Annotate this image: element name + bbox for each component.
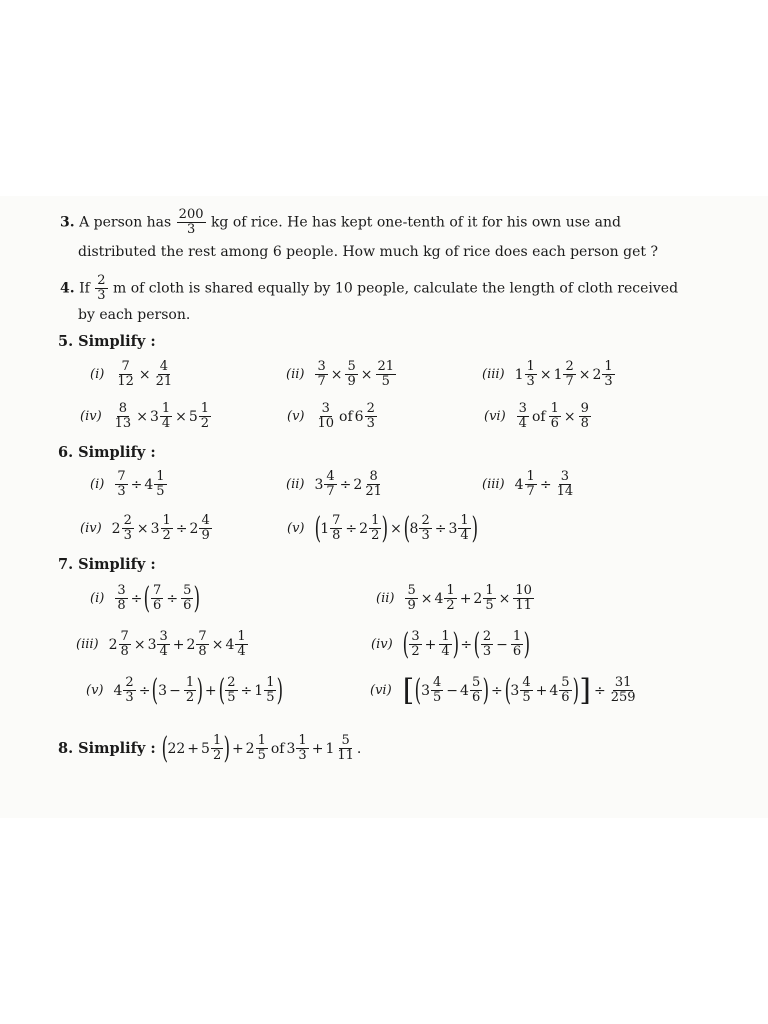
question-5-heading: 5. Simplify : [58,333,156,350]
question-3-fraction: $\frac{200}{3}$ [178,207,204,237]
q5-item-iii: (iii) 1 $\frac{1}{3}$ × 1 $\frac{2}{7}$ × 2 $\frac{1}{3}$ [482,359,613,389]
question-3-text-a: A person has [79,214,172,231]
q7-item-i: (i) $\frac{3}{8}$ ÷ ( $\frac{7}{6}$ ÷ $\frac{5}{6}$ ) [90,580,201,616]
q5-item-ii: (ii) $\frac{3}{7}$ × $\frac{5}{9}$ × $\frac{21}{5}$ [286,359,395,389]
question-8-heading: 8. Simplify : [58,740,156,757]
question-4-text-b: m of cloth is shared equally by 10 people, calculate the length of cloth received [112,280,679,297]
q5-item-v: (v) $\frac{3}{10}$ of 6 $\frac{2}{3}$ [287,401,375,431]
q5-item-vi: (vi) $\frac{3}{4}$ of $\frac{1}{6}$ × $\frac{9}{8}$ [484,401,589,431]
question-4-number: 4. [60,280,75,297]
question-3-line-2: distributed the rest among 6 people. How much kg of rice does each person get ? [78,244,658,260]
question-3-text-b: kg of rice. He has kept one-tenth of it for his own use and [210,214,621,231]
question-4-line-2: by each person. [78,307,191,323]
q6-item-iv: (iv) 2 $\frac{2}{3}$ × 3 $\frac{1}{2}$ ÷ 2 $\frac{4}{9}$ [80,513,210,543]
q7-item-v: (v) 4 $\frac{2}{3}$ ÷ ( 3 − $\frac{1}{2}$ ) + ( $\frac{2}{5}$ ÷ 1 $\frac{1}{5}$ ) [86,672,284,708]
question-3 [60,208,621,237]
q6-item-i: (i) $\frac{7}{3}$ ÷ 4 $\frac{1}{5}$ [90,469,165,499]
q6-item-iii: (iii) 4 $\frac{1}{7}$ ÷ $\frac{3}{14}$ [482,469,574,499]
q5-item-iv: (iv) $\frac{8}{13}$ × 3 $\frac{1}{4}$ × 5 $\frac{1}{2}$ [80,401,210,431]
question-6-heading: 6. Simplify : [58,444,156,461]
q7-item-iv: (iv) ( $\frac{3}{2}$ + $\frac{1}{4}$ ) ÷ ( $\frac{2}{3}$ − $\frac{1}{6}$ ) [371,626,531,662]
q7-item-vi: (vi) [ ( 3 $\frac{4}{5}$ − 4 $\frac{5}{6}$ ) ÷ ( 3 $\frac{4}{5}$ + 4 $\frac{5}{6}$ ) ] ÷ $\frac{31}{259}$ [370,672,636,708]
q7-item-ii: (ii) $\frac{5}{9}$ × 4 $\frac{1}{2}$ + 2 $\frac{1}{5}$ × $\frac{10}{11}$ [376,583,532,613]
q7-item-iii: (iii) 2 $\frac{7}{8}$ × 3 $\frac{3}{4}$ + 2 $\frac{7}{8}$ × 4 $\frac{1}{4}$ [76,629,246,659]
q6-item-ii: (ii) 3 $\frac{4}{7}$ ÷ 2 $\frac{8}{21}$ [286,469,382,499]
q5-item-i: (i) $\frac{7}{12}$ × $\frac{4}{21}$ [90,359,173,389]
question-4-text-a: If [79,280,90,297]
question-4-fraction: $\frac{2}{3}$ [97,273,106,303]
question-8: 8. Simplify : ( 22 + 5 $\frac{1}{2}$ ) + 2 $\frac{1}{5}$ of 3 $\frac{1}{3}$ + 1 $\frac{5}{11}$ . [58,730,362,766]
q6-item-v: (v) ( 1 $\frac{7}{8}$ ÷ 2 $\frac{1}{2}$ ) × ( 8 $\frac{2}{3}$ ÷ 3 $\frac{1}{4}$ ) [287,510,478,546]
question-4 [60,274,678,303]
question-3-number: 3. [60,214,75,231]
question-7-heading: 7. Simplify : [58,556,156,573]
